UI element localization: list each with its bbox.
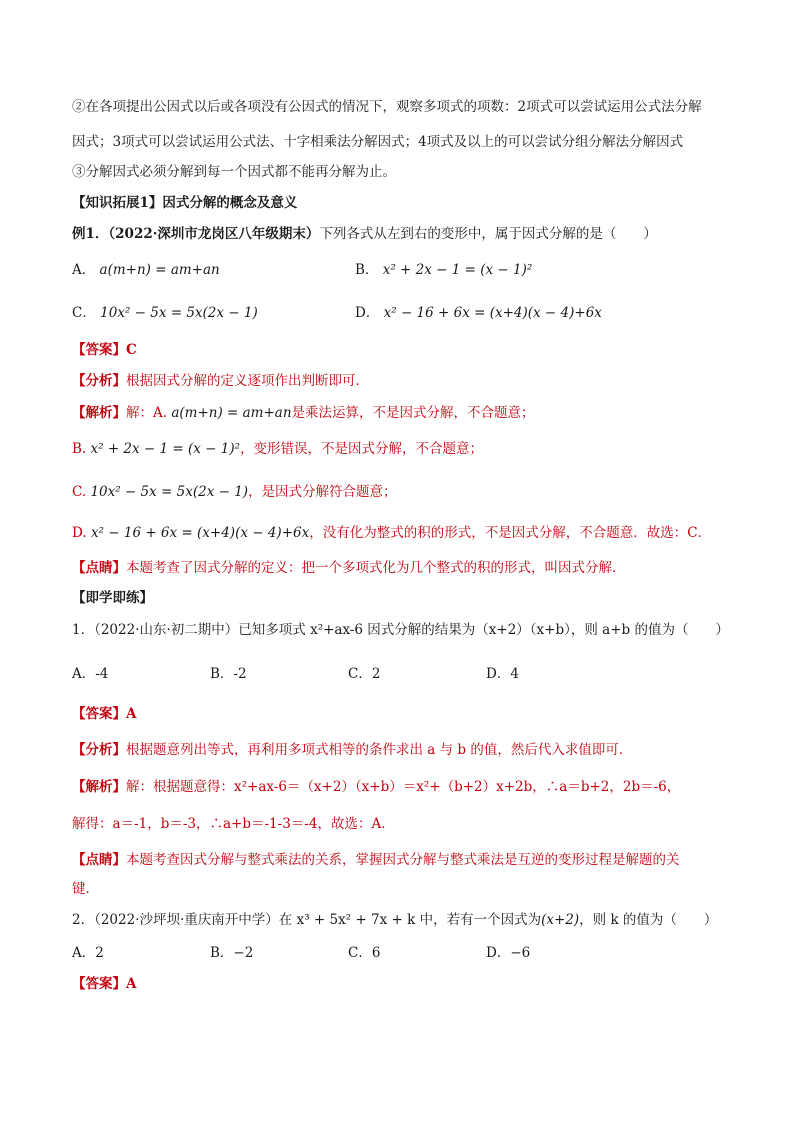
note-2-line-2: 因式；3项式可以尝试运用公式法、十字相乘法分解因式；4项式及以上的可以尝试分组分解法分解因式	[72, 134, 684, 150]
solution-expr: x² + 2x − 1 = (x − 1)²	[90, 441, 241, 457]
q1-comment-line-1	[72, 850, 680, 870]
question-factor: (x+2)	[541, 912, 580, 928]
option-key: C．	[348, 666, 372, 682]
q2-question	[72, 910, 717, 930]
solution-text: ，是因式分解符合题意；	[248, 484, 397, 500]
option-key: D．	[486, 945, 511, 961]
option-key: C．	[348, 945, 372, 961]
option-expr: x² − 16 + 6x = (x+4)(x − 4)+6x	[383, 305, 602, 321]
solution-text: ，没有化为整式的积的形式，不是因式分解，不合题意．故选：C．	[309, 525, 712, 541]
example-option-b	[355, 260, 532, 280]
q1-option-b	[210, 664, 247, 684]
solution-text: 是乘法运算，不是因式分解，不合题意；	[291, 405, 535, 421]
question-text: 已知多项式 x²+ax-6 因式分解的结果为（x+2）（x+b），则 a+b 的值为（ ）	[238, 622, 729, 638]
comment-text: 本题考查了因式分解的定义：把一个多项式化为几个整式的积的形式，叫因式分解．	[126, 560, 626, 576]
solution-label: 【解析】	[72, 779, 126, 795]
option-key: B．	[210, 666, 234, 682]
option-expr: a(m+n) = am+an	[99, 262, 220, 278]
solution-text: ，变形错误，不是因式分解，不合题意；	[240, 441, 484, 457]
example-solution-c	[72, 482, 397, 502]
option-value: 4	[510, 666, 519, 682]
analysis-text: 根据因式分解的定义逐项作出判断即可．	[126, 373, 369, 389]
solution-expr: a(m+n) = am+an	[171, 405, 292, 421]
option-value: −2	[233, 945, 254, 961]
option-value: -2	[233, 666, 247, 682]
example-solution-d	[72, 523, 711, 543]
section-title-knowledge-1: 【知识拓展1】因式分解的概念及意义	[72, 195, 298, 211]
question-source: （2022·沙坪坝·重庆南开中学）	[94, 912, 279, 928]
q2-option-b	[210, 943, 253, 963]
option-key: A．	[72, 666, 96, 682]
example-source: （2022·深圳市龙岗区八年级期末）	[108, 226, 320, 242]
option-value: -4	[95, 666, 109, 682]
option-value: 2	[371, 666, 381, 682]
q1-question	[72, 620, 729, 640]
analysis-label: 【分析】	[72, 742, 126, 758]
solution-expr: x² − 16 + 6x = (x+4)(x − 4)+6x	[90, 525, 310, 541]
section-title-practice: 【即学即练】	[72, 590, 153, 606]
q1-comment-line-2: 键．	[72, 881, 99, 897]
comment-text: 本题考查因式分解与整式乘法的关系，掌握因式分解与整式乘法是互逆的变形过程是解题的关	[126, 852, 680, 868]
question-text-end: ，则 k 的值为（ ）	[579, 912, 718, 928]
answer-label: 【答案】	[72, 706, 126, 722]
solution-intro: 解：A.	[126, 405, 168, 421]
answer-value: A	[126, 706, 137, 722]
question-label: 1．	[72, 622, 95, 638]
note-3: ③分解因式必须分解到每一个因式都不能再分解为止。	[72, 164, 396, 180]
q2-answer	[72, 974, 136, 994]
solution-key: B.	[72, 441, 87, 457]
comment-label: 【点睛】	[72, 852, 126, 868]
option-key: B．	[210, 945, 234, 961]
q1-option-c	[348, 664, 380, 684]
option-key: C．	[72, 305, 96, 321]
analysis-label: 【分析】	[72, 373, 126, 389]
option-value: 6	[371, 945, 381, 961]
option-expr: x² + 2x − 1 = (x − 1)²	[382, 262, 533, 278]
question-source: （2022·山东·初二期中）	[94, 622, 239, 638]
example-label: 例1．	[72, 226, 109, 242]
question-text: 在 x³ + 5x² + 7x + k 中，若有一个因式为	[278, 912, 542, 928]
note-2-line-1: ②在各项提出公因式以后或各项没有公因式的情况下，观察多项式的项数：2项式可以尝试运用公式法分解	[72, 99, 702, 115]
solution-key: C.	[72, 484, 87, 500]
solution-expr: 10x² − 5x = 5x(2x − 1)	[90, 484, 249, 500]
q1-solution-line-1	[72, 777, 680, 797]
q1-option-d	[486, 664, 519, 684]
option-value: −6	[510, 945, 531, 961]
example-analysis	[72, 371, 369, 391]
example-1-question	[72, 224, 657, 244]
q1-answer	[72, 704, 136, 724]
example-solution-b	[72, 439, 483, 459]
question-label: 2．	[72, 912, 95, 928]
comment-label: 【点睛】	[72, 560, 126, 576]
example-answer	[72, 340, 137, 360]
q1-option-a	[72, 664, 108, 684]
option-key: D．	[355, 305, 380, 321]
answer-value: A	[126, 976, 137, 992]
example-question: 下列各式从左到右的变形中，属于因式分解的是（ ）	[319, 226, 657, 242]
example-option-a	[72, 260, 220, 280]
q2-option-a	[72, 943, 104, 963]
answer-label: 【答案】	[72, 976, 126, 992]
option-key: D．	[486, 666, 511, 682]
solution-text: 解：根据题意得：x²+ax-6＝（x+2）（x+b）＝x²+（b+2）x+2b，∴a＝b+2，2b＝-6，	[126, 779, 681, 795]
analysis-text: 根据题意列出等式，再利用多项式相等的条件求出 a 与 b 的值，然后代入求值即可．	[126, 742, 633, 758]
solution-key: D.	[72, 525, 87, 541]
example-solution-a	[72, 403, 535, 423]
q2-option-c	[348, 943, 380, 963]
example-option-c	[72, 303, 258, 323]
option-expr: 10x² − 5x = 5x(2x − 1)	[100, 305, 258, 321]
q1-analysis	[72, 740, 632, 760]
option-key: A．	[72, 945, 96, 961]
option-key: B．	[355, 262, 379, 278]
example-option-d	[355, 303, 602, 323]
answer-label: 【答案】	[72, 342, 126, 358]
example-comment	[72, 558, 626, 578]
option-key: A．	[72, 262, 96, 278]
answer-value: C	[126, 342, 137, 358]
q1-solution-line-2: 解得：a＝-1，b＝-3，∴a+b＝-1-3＝-4，故选：A．	[72, 816, 395, 832]
solution-label: 【解析】	[72, 405, 126, 421]
q2-option-d	[486, 943, 530, 963]
option-value: 2	[95, 945, 104, 961]
